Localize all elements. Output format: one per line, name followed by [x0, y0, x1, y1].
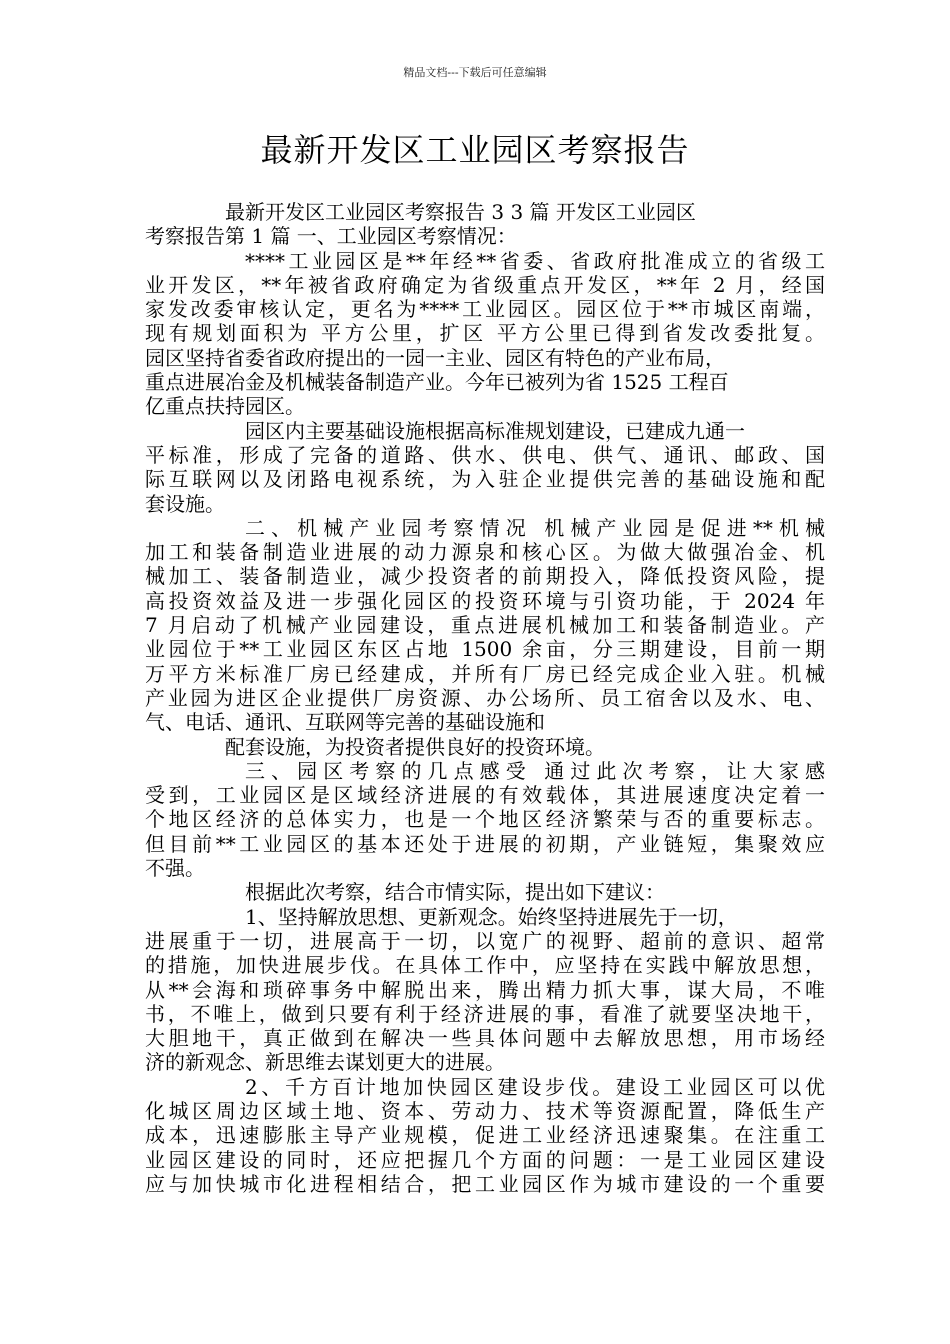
text-line: 家发改委审核认定，更名为****工业园区。园区位于**市城区南端，	[145, 297, 825, 322]
text-line: 械加工、装备制造业，减少投资者的前期投入，降低投资风险，提	[145, 564, 825, 589]
text-line: 三、园区考察的几点感受 通过此次考察，让大家感	[245, 758, 825, 783]
text-line: 受到，工业园区是区域经济进展的有效载体，其进展速度决定着一	[145, 783, 825, 808]
text-line: 套设施。	[145, 491, 225, 516]
text-line: 济的新观念、新思维去谋划更大的进展。	[145, 1050, 505, 1075]
text-line: 万平方米标准厂房已经建成，并所有厂房已经完成企业入驻。机械	[145, 661, 825, 686]
text-line: 进展重于一切，进展高于一切，以宽广的视野、超前的意识、超常	[145, 928, 825, 953]
text-line: 2、千方百计地加快园区建设步伐。建设工业园区可以优	[245, 1074, 825, 1099]
text-line: 的措施，加快进展步伐。在具体工作中，应坚持在实践中解放思想，	[145, 953, 825, 978]
text-line: 重点进展冶金及机械装备制造产业。今年已被列为省 1525 工程百	[145, 370, 729, 395]
text-line: 不强。	[145, 856, 205, 881]
text-line: 现有规划面积为 平方公里，扩区 平方公里已得到省发改委批复。	[145, 321, 825, 346]
text-line: 根据此次考察，结合市情实际，提出如下建议：	[245, 880, 665, 905]
text-line: 应与加快城市化进程相结合，把工业园区作为城市建设的一个重要	[145, 1171, 825, 1196]
text-line: 平标准，形成了完备的道路、供水、供电、供气、通讯、邮政、国	[145, 442, 825, 467]
text-line: 园区内主要基础设施根据高标准规划建设，已建成九通一	[245, 418, 745, 443]
text-line: 7 月启动了机械产业园建设，重点进展机械加工和装备制造业。产	[145, 613, 825, 638]
text-line: 大胆地干，真正做到在解决一些具体问题中去解放思想，用市场经	[145, 1026, 825, 1051]
text-line: 最新开发区工业园区考察报告 3 3 篇 开发区工业园区	[225, 200, 696, 224]
text-line: 业园区建设的同时，还应把握几个方面的问题：一是工业园区建设	[145, 1147, 825, 1172]
text-line: 1、坚持解放思想、更新观念。始终坚持进展先于一切，	[245, 904, 738, 929]
text-line: 业开发区，**年被省政府确定为省级重点开发区，**年 2 月，经国	[145, 272, 825, 297]
text-line: 加工和装备制造业进展的动力源泉和核心区。为做大做强冶金、机	[145, 540, 825, 565]
text-line: 亿重点扶持园区。	[145, 394, 305, 419]
text-line: 化城区周边区域土地、资本、劳动力、技术等资源配置，降低生产	[145, 1098, 825, 1123]
document-header-note: 精品文档---下载后可任意编辑	[403, 66, 547, 79]
text-line: 从**会海和琐碎事务中解脱出来，腾出精力抓大事，谋大局，不唯	[145, 977, 825, 1002]
text-line: 气、电话、通讯、互联网等完善的基础设施和	[145, 710, 545, 735]
text-line: 配套设施，为投资者提供良好的投资环境。	[225, 734, 605, 759]
text-line: 业园位于**工业园区东区占地 1500 余亩，分三期建设，目前一期	[145, 637, 825, 662]
text-line: ****工业园区是**年经**省委、省政府批准成立的省级工	[245, 248, 825, 273]
text-line: 但目前**工业园区的基本还处于进展的初期，产业链短，集聚效应	[145, 831, 825, 856]
document-title: 最新开发区工业园区考察报告	[260, 131, 690, 169]
text-line: 成本，迅速膨胀主导产业规模，促进工业经济迅速聚集。在注重工	[145, 1123, 825, 1148]
text-line: 产业园为进区企业提供厂房资源、办公场所、员工宿舍以及水、电、	[145, 685, 825, 710]
text-line: 考察报告第 1 篇 一、工业园区考察情况：	[145, 224, 517, 249]
text-line: 个地区经济的总体实力，也是一个地区经济繁荣与否的重要标志。	[145, 807, 825, 832]
text-line: 书，不唯上，做到只要有利于经济进展的事，看准了就要坚决地干，	[145, 1001, 825, 1026]
text-line: 二、机械产业园考察情况 机械产业园是促进**机械	[245, 515, 825, 540]
text-line: 园区坚持省委省政府提出的一园一主业、园区有特色的产业布局，	[145, 345, 725, 370]
text-line: 高投资效益及进一步强化园区的投资环境与引资功能，于 2024 年	[145, 588, 825, 613]
text-line: 际互联网以及闭路电视系统，为入驻企业提供完善的基础设施和配	[145, 467, 825, 492]
document-body	[145, 200, 825, 1196]
